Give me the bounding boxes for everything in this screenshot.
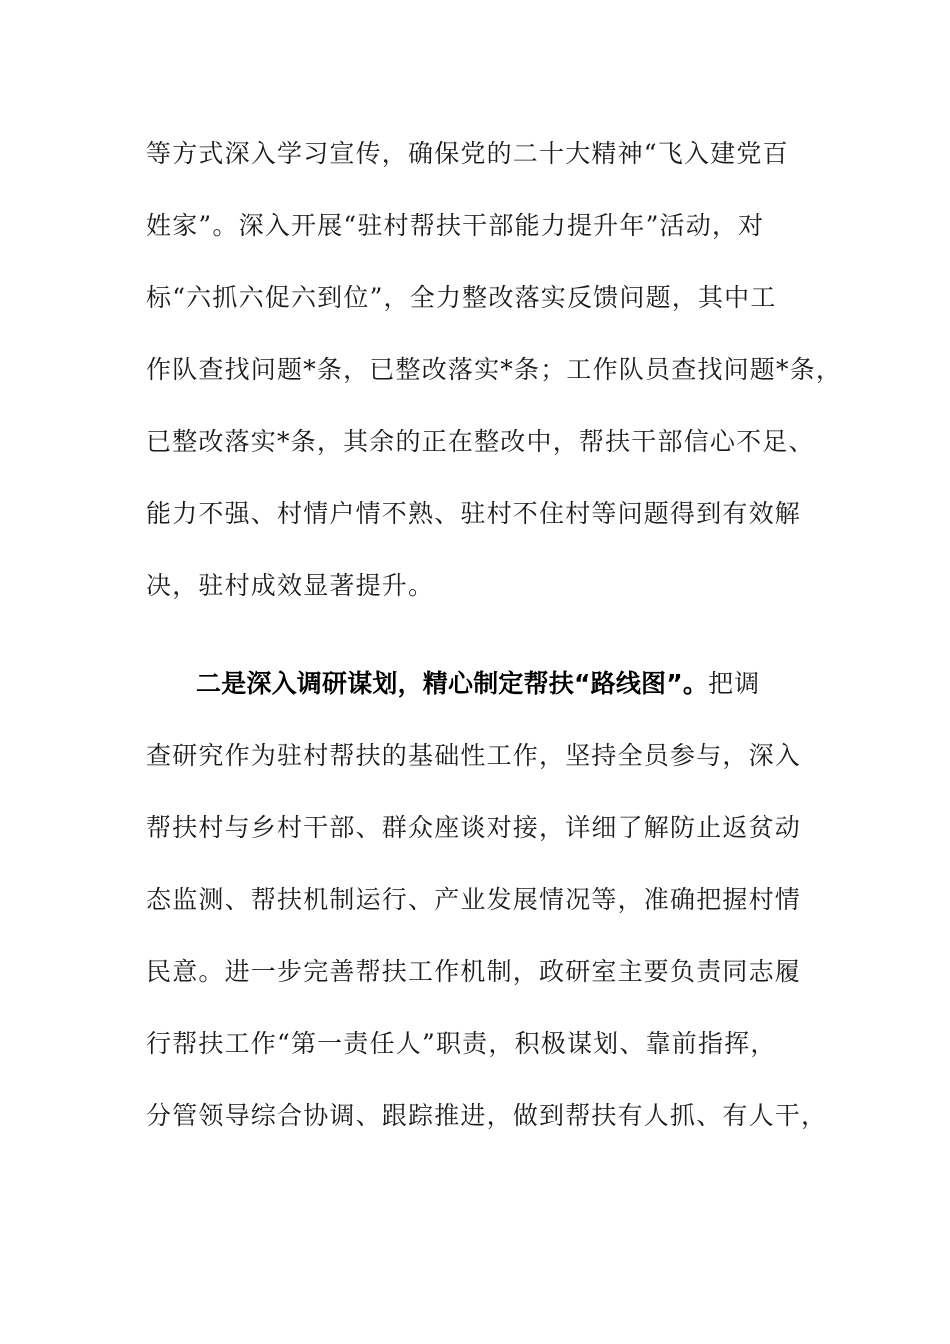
paragraph-line: 作队查找问题*条，已整改落实*条；工作队员查找问题*条， bbox=[146, 355, 843, 384]
paragraph-line: 分管领导综合协调、跟踪推进，做到帮扶有人抓、有人干， bbox=[146, 1101, 828, 1130]
paragraph-line: 姓家”。深入开展“驻村帮扶干部能力提升年”活动，对 bbox=[146, 211, 765, 240]
paragraph-text: 把调 bbox=[708, 669, 761, 698]
paragraph-line: 等方式深入学习宣传，确保党的二十大精神“飞入建党百 bbox=[146, 139, 789, 168]
paragraph-line: 标“六抓六促六到位”，全力整改落实反馈问题，其中工 bbox=[146, 283, 777, 312]
paragraph-line: 行帮扶工作“第一责任人”职责，积极谋划、靠前指挥， bbox=[146, 1029, 777, 1058]
paragraph-line: 态监测、帮扶机制运行、产业发展情况等，准确把握村情 bbox=[146, 885, 802, 914]
paragraph-line: 决，驻村成效显著提升。 bbox=[146, 571, 435, 600]
paragraph-line: 查研究作为驻村帮扶的基础性工作，坚持全员参与，深入 bbox=[146, 741, 802, 770]
paragraph-first-line bbox=[196, 668, 760, 700]
paragraph-line: 已整改落实*条，其余的正在整改中，帮扶干部信心不足、 bbox=[146, 427, 815, 456]
paragraph-line: 帮扶村与乡村干部、群众座谈对接，详细了解防止返贫动 bbox=[146, 813, 802, 842]
paragraph-line: 民意。进一步完善帮扶工作机制，政研室主要负责同志履 bbox=[146, 957, 802, 986]
section-heading: 二是深入调研谋划，精心制定帮扶“路线图”。 bbox=[196, 669, 709, 698]
paragraph-line: 能力不强、村情户情不熟、驻村不住村等问题得到有效解 bbox=[146, 499, 802, 528]
